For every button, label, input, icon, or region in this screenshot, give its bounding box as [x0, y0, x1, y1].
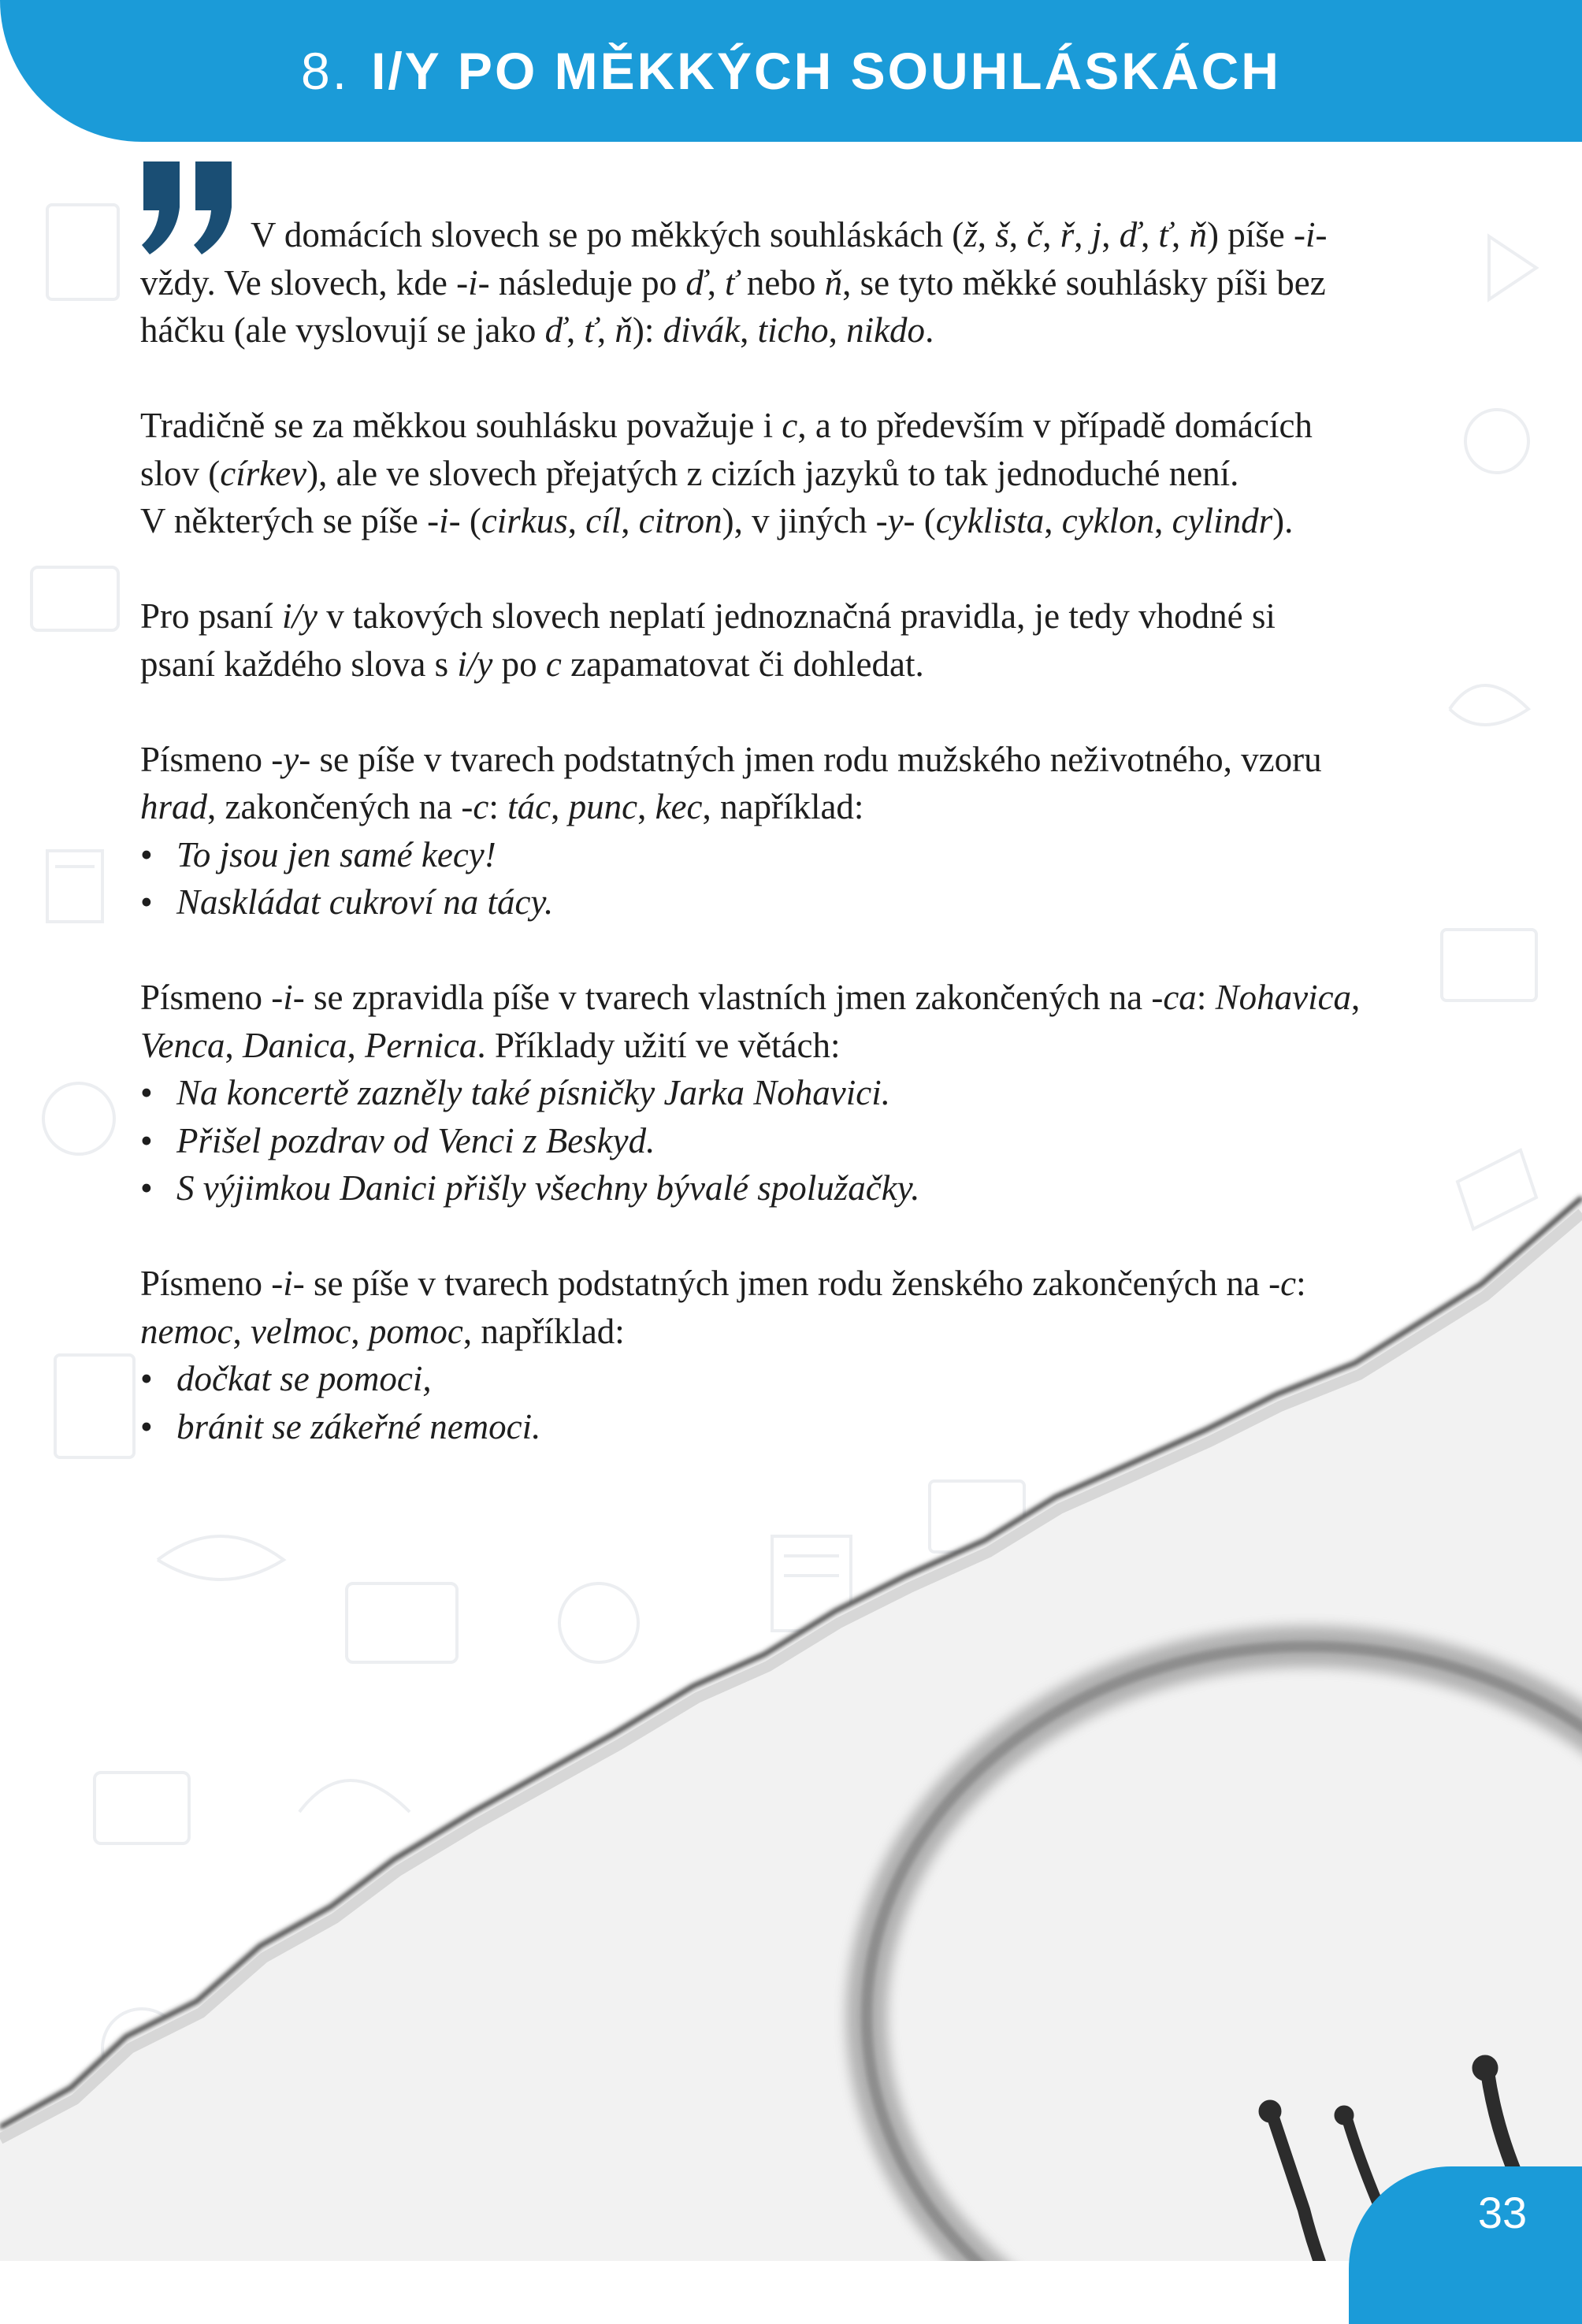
p1-line-3: háčku (ale vyslovují se jako ď, ť, ň): divák, ticho, nikdo. [140, 310, 934, 350]
p6-line-1: Písmeno -i- se píše v tvarech podstatných jmen rodu ženského zakončených na -c: [140, 1264, 1306, 1303]
paragraph-6 [140, 1260, 1495, 1355]
p4-line-1: Písmeno -y- se píše v tvarech podstatných jmen rodu mužského neživotného, vzoru [140, 739, 1322, 779]
p3-line-2: psaní každého slova s i/y po c zapamatovat či dohledat. [140, 644, 924, 684]
p2-line-1: Tradičně se za měkkou souhlásku považuje i c, a to především v případě domácích [140, 406, 1313, 445]
paragraph-1 [140, 211, 1495, 355]
list-item: • bránit se zákeřné nemoci. [140, 1403, 1495, 1451]
paragraph-4 [140, 736, 1495, 831]
bullet-list-6 [140, 1355, 1495, 1450]
main-text [140, 211, 1495, 1450]
list-item: • To jsou jen samé kecy! [140, 831, 1495, 879]
bullet-list-5 [140, 1069, 1495, 1212]
bullet-list-4 [140, 831, 1495, 926]
chapter-title-text: I/Y PO MĚKKÝCH SOUHLÁSKÁCH [371, 42, 1281, 100]
p4-line-2: hrad, zakončených na -c: tác, punc, kec, například: [140, 787, 864, 826]
list-item: • S výjimkou Danici přišly všechny bývalé spolužačky. [140, 1164, 1495, 1212]
p1-line-1: V domácích slovech se po měkkých souhláskách (ž, š, č, ř, j, ď, ť, ň) píše -i- [251, 215, 1328, 254]
page-number: 33 [1477, 2188, 1528, 2237]
paragraph-2 [140, 402, 1495, 545]
p3-line-1: Pro psaní i/y v takových slovech neplatí jednoznačná pravidla, je tedy vhodné si [140, 596, 1276, 636]
list-item: • Přišel pozdrav od Venci z Beskyd. [140, 1117, 1495, 1165]
p6-line-2: nemoc, velmoc, pomoc, například: [140, 1311, 625, 1351]
p5-line-2: Venca, Danica, Pernica. Příklady užití ve větách: [140, 1025, 841, 1065]
list-item: • dočkat se pomoci, [140, 1355, 1495, 1403]
chapter-number: 8. [301, 42, 350, 100]
paragraph-5 [140, 974, 1495, 1069]
chapter-title [0, 41, 1582, 101]
p2-line-3: V některých se píše -i- (cirkus, cíl, citron), v jiných -y- (cyklista, cyklon, cylindr). [140, 501, 1294, 540]
p2-line-2: slov (církev), ale ve slovech přejatých z cizích jazyků to tak jednoduché není. [140, 453, 1239, 493]
list-item: • Na koncertě zazněly také písničky Jarka Nohavici. [140, 1069, 1495, 1117]
list-item: • Naskládat cukroví na tácy. [140, 878, 1495, 926]
p5-line-1: Písmeno -i- se zpravidla píše v tvarech vlastních jmen zakončených na -ca: Nohavica, [140, 978, 1361, 1017]
paragraph-3 [140, 592, 1495, 688]
p1-line-2: vždy. Ve slovech, kde -i- následuje po ď, ť nebo ň, se tyto měkké souhlásky píši bez [140, 262, 1326, 303]
